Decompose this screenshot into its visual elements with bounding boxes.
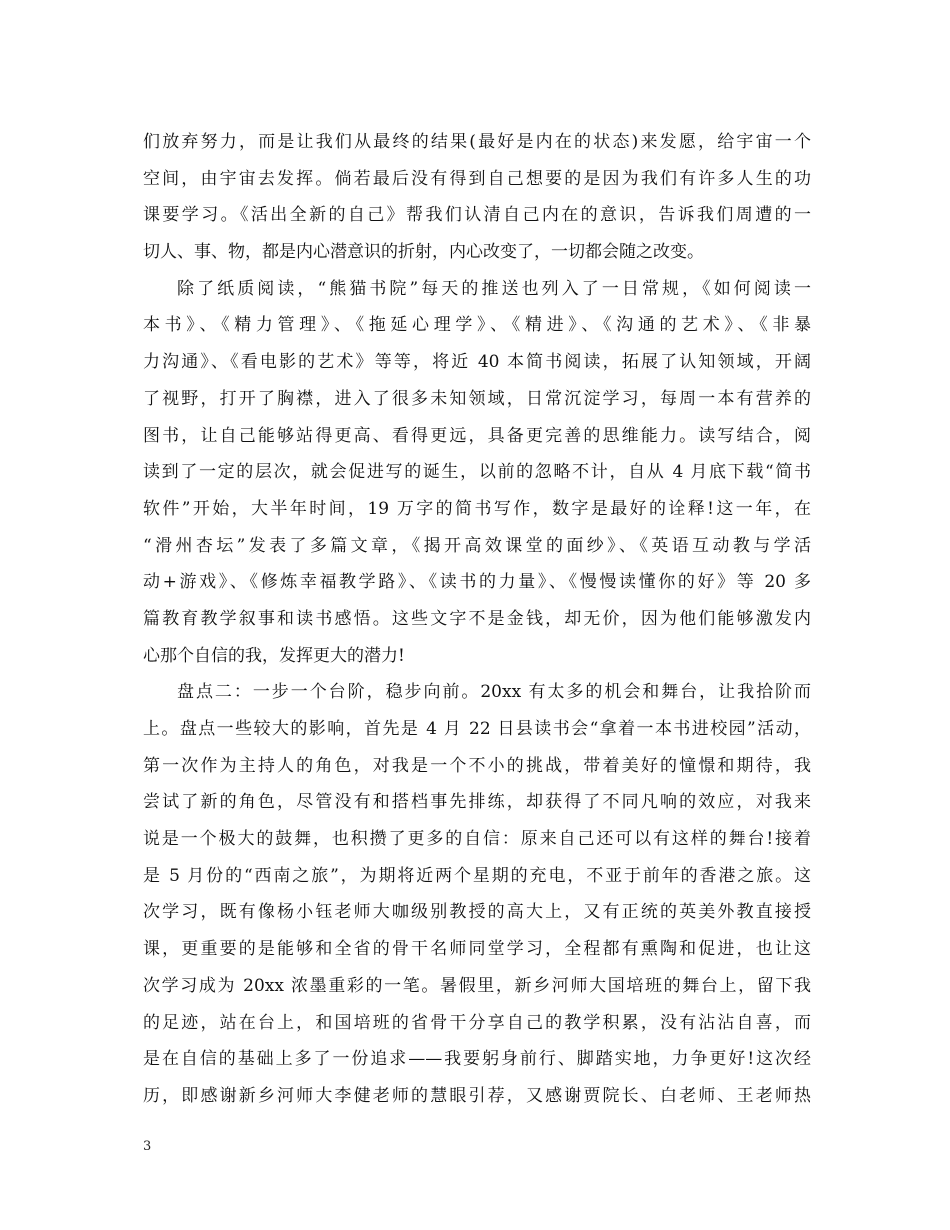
- text-line: 们放弃努力，而是让我们从最终的结果(最好是内在的状态)来发愿，给宇宙一个: [143, 132, 811, 152]
- text-line: 次学习，既有像杨小钰老师大咖级别教授的高大上，又有正统的英美外教直接授: [143, 902, 811, 923]
- text-line: 除了纸质阅读，“熊猫书院”每天的推送也列入了一日常规，《如何阅读一: [177, 278, 811, 299]
- text-line: 历，即感谢新乡河师大李健老师的慧眼引荐，又感谢贾院长、白老师、王老师热: [143, 1085, 811, 1106]
- text-line: 课，更重要的是能够和全省的骨干名师同堂学习，全程都有熏陶和促进，也让这: [143, 939, 811, 960]
- document-body: [143, 124, 811, 1115]
- text-line: 空间，由宇宙去发挥。倘若最后没有得到自己想要的是因为我们有许多人生的功: [143, 168, 811, 189]
- paragraph-2: [143, 271, 811, 675]
- text-line: 课要学习。《活出全新的自己》帮我们认清自己内在的意识，告诉我们周遭的一: [143, 205, 811, 226]
- text-line: 动+游戏》、《修炼幸福教学路》、《读书的力量》、《慢慢读懂你的好》等 20 多: [143, 572, 811, 593]
- text-line: 心那个自信的我，发挥更大的潜力!: [143, 645, 405, 666]
- text-line: 上。盘点一些较大的影响，首先是 4 月 22 日县读书会“拿着一本书进校园”活动，: [143, 719, 811, 739]
- text-line: “滑州杏坛”发表了多篇文章，《揭开高效课堂的面纱》、《英语互动教与学活: [143, 535, 811, 556]
- paragraph-3: [143, 674, 811, 1114]
- text-line: 了视野，打开了胸襟，进入了很多未知领域，日常沉淀学习，每周一本有营养的: [143, 388, 811, 409]
- text-line: 盘点二：一步一个台阶，稳步向前。20xx 有太多的机会和舞台，让我拾阶而: [177, 682, 811, 703]
- text-line: 本书》、《精力管理》、《拖延心理学》、《精进》、《沟通的艺术》、《非暴: [143, 315, 811, 336]
- text-line: 软件”开始，大半年时间，19 万字的简书写作，数字是最好的诠释!这一年，在: [143, 498, 811, 519]
- text-line: 次学习成为 20xx 浓墨重彩的一笔。暑假里，新乡河师大国培班的舞台上，留下我: [143, 975, 811, 996]
- text-line: 说是一个极大的鼓舞，也积攒了更多的自信：原来自己还可以有这样的舞台!接着: [143, 829, 811, 850]
- paragraph-1: [143, 124, 811, 271]
- text-line: 是 5 月份的“西南之旅”，为期将近两个星期的充电，不亚于前年的香港之旅。这: [143, 865, 811, 886]
- text-line: 篇教育教学叙事和读书感悟。这些文字不是金钱，却无价，因为他们能够激发内: [143, 608, 811, 629]
- text-line: 切人、事、物，都是内心潜意识的折射，内心改变了，一切都会随之改变。: [143, 242, 704, 263]
- text-line: 力沟通》、《看电影的艺术》等等，将近 40 本简书阅读，拓展了认知领域，开阔: [143, 352, 811, 373]
- text-line: 图书，让自己能够站得更高、看得更远，具备更完善的思维能力。读写结合，阅: [143, 425, 811, 446]
- text-line: 第一次作为主持人的角色，对我是一个不小的挑战，带着美好的憧憬和期待，我: [143, 755, 811, 776]
- text-line: 尝试了新的角色，尽管没有和搭档事先排练，却获得了不同凡响的效应，对我来: [143, 792, 811, 813]
- text-line: 是在自信的基础上多了一份追求——我要躬身前行、脚踏实地，力争更好!这次经: [143, 1049, 811, 1070]
- text-line: 读到了一定的层次，就会促进写的诞生，以前的忽略不计，自从 4 月底下载“简书: [143, 462, 811, 483]
- text-line: 的足迹，站在台上，和国培班的省骨干分享自己的教学积累，没有沾沾自喜，而: [143, 1012, 811, 1033]
- page-number: 3: [143, 1139, 152, 1154]
